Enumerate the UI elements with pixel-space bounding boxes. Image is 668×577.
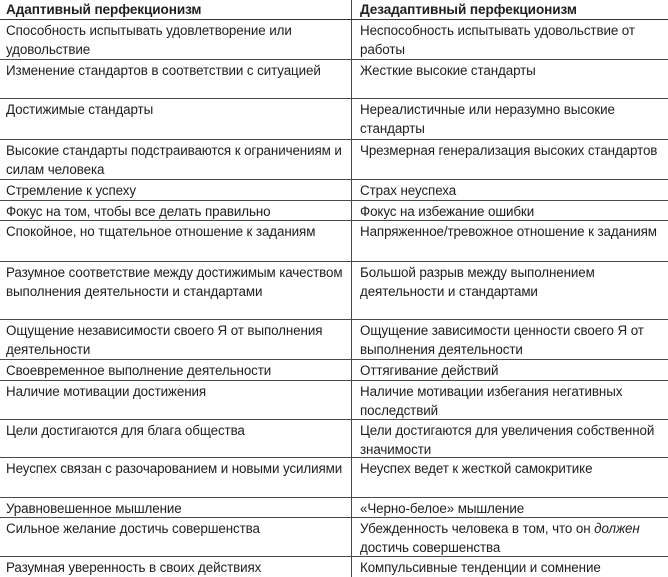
table-row — [0, 557, 668, 577]
text-before-italic: Убежденность человека в том, что он — [360, 520, 595, 536]
table-row — [0, 518, 668, 558]
table-row — [0, 360, 668, 381]
cell-adaptive: Изменение стандартов в соответствии с ситуацией — [0, 60, 352, 99]
cell-adaptive: Стремление к успеху — [0, 180, 352, 200]
cell-maladaptive: Компульсивные тенденции и сомнение — [360, 560, 601, 575]
cell-adaptive: Достижимые стандарты — [0, 99, 352, 139]
table-row — [0, 60, 668, 100]
table-row — [0, 420, 668, 458]
cell-maladaptive: Оттягивание действий — [360, 362, 499, 378]
table-header-row — [0, 0, 668, 20]
header-maladaptive: Дезадаптивный перфекционизм — [360, 2, 577, 17]
cell-adaptive: Наличие мотивации достижения — [0, 381, 352, 420]
table-row — [0, 498, 668, 518]
table-row — [0, 221, 668, 262]
cell-adaptive: Разумное соответствие между достижимым качеством выполнения деятельности и стандартами — [0, 262, 352, 320]
cell-maladaptive: «Черно-белое» мышление — [360, 500, 525, 516]
cell-maladaptive: Ощущение зависимости ценности своего Я от выполнения деятельности — [360, 323, 644, 357]
cell-adaptive: Цели достигаются для блага общества — [0, 420, 352, 457]
cell-adaptive: Уравновешенное мышление — [0, 498, 352, 517]
cell-adaptive: Своевременное выполнение деятельности — [0, 360, 352, 380]
cell-adaptive: Высокие стандарты подстраиваются к ограничениям и силам человека — [0, 140, 352, 179]
cell-adaptive: Сильное желание достичь совершенства — [0, 518, 352, 557]
cell-maladaptive: Большой разрыв между выполнением деятельности и стандартами — [360, 264, 595, 299]
cell-maladaptive: Неуспех ведет к жесткой самокритике — [360, 461, 593, 476]
italic-emphasis: должен — [594, 520, 640, 536]
cell-maladaptive: Наличие мотивации избегания негативных последствий — [360, 383, 623, 418]
table-row — [0, 20, 668, 60]
table-row — [0, 180, 668, 201]
cell-adaptive: Неуспех связан с разочарованием и новыми усилиями — [0, 458, 352, 497]
cell-maladaptive: Нереалистичные или неразумно высокие стандарты — [360, 102, 615, 136]
cell-maladaptive: Чрезмерная генерализация высоких стандартов — [360, 143, 658, 158]
cell-maladaptive: Фокус на избежание ошибки — [360, 203, 535, 219]
cell-adaptive: Способность испытывать удовлетворение или удовольствие — [0, 20, 352, 59]
table-row — [0, 458, 668, 498]
cell-maladaptive — [352, 518, 668, 557]
cell-adaptive: Фокус на том, чтобы все делать правильно — [0, 201, 352, 220]
table-row — [0, 262, 668, 321]
table-row — [0, 320, 668, 360]
cell-adaptive: Спокойное, но тщательное отношение к заданиям — [0, 221, 352, 261]
table-row — [0, 99, 668, 140]
cell-adaptive: Ощущение независимости своего Я от выполнения деятельности — [0, 320, 352, 359]
table-row — [0, 140, 668, 180]
cell-maladaptive: Цели достигаются для увеличения собственной значимости — [360, 423, 655, 457]
cell-maladaptive: Жесткие высокие стандарты — [360, 62, 536, 78]
text-after-italic: достичь совершенства — [360, 539, 501, 555]
header-adaptive: Адаптивный перфекционизм — [0, 0, 352, 19]
table-row — [0, 201, 668, 221]
cell-maladaptive: Неспособность испытывать удовольствие от работы — [360, 23, 635, 57]
cell-maladaptive: Напряженное/тревожное отношение к заданиям — [360, 223, 657, 239]
cell-adaptive: Разумная уверенность в своих действиях — [0, 557, 352, 577]
cell-maladaptive: Страх неуспеха — [360, 182, 457, 198]
table-row — [0, 381, 668, 421]
